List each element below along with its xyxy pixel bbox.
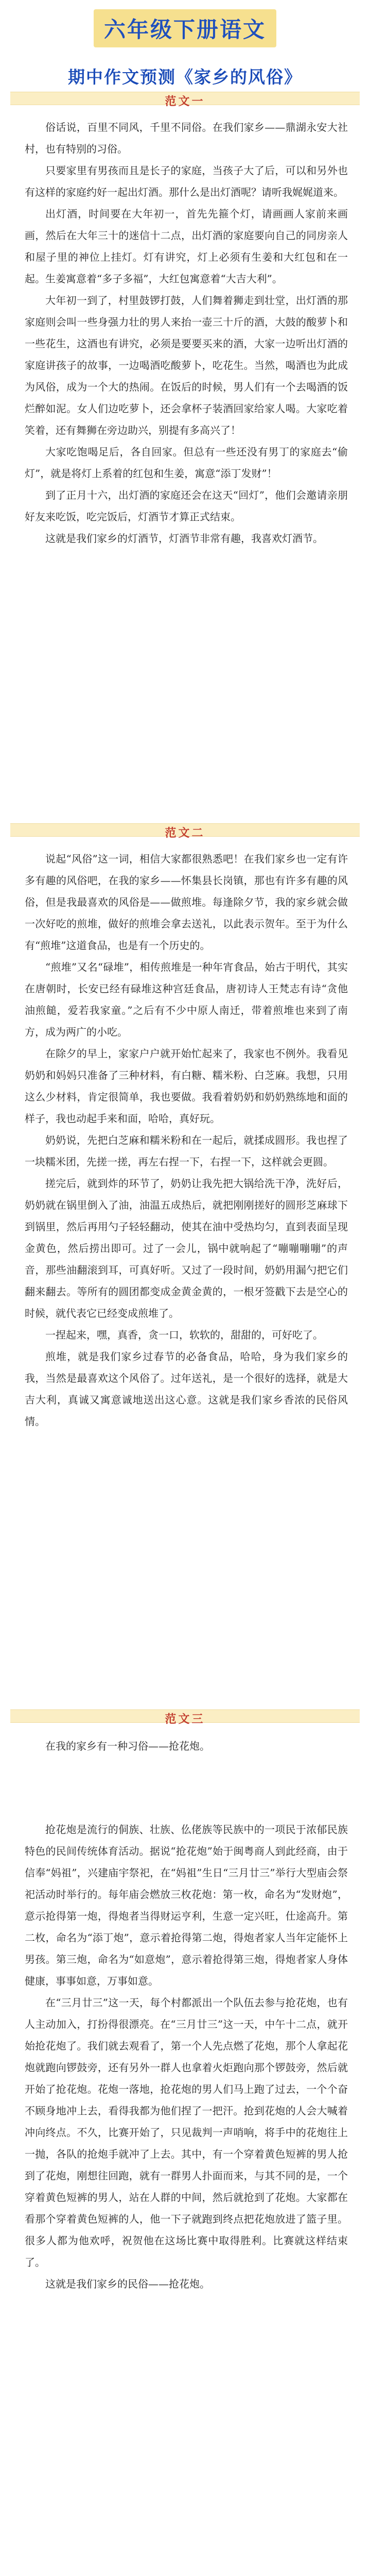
paragraph: 在我的家乡有一种习俗——抢花炮。 [45,1740,210,1752]
paragraph: 俗话说，百里不同风，千里不同俗。在我们家乡——鼎湖永安大社村，也有特别的习俗。 [25,121,348,155]
grade-title: 六年级下册语文 [103,17,266,42]
paragraph: 说起“风俗”这一词，相信大家都很熟悉吧！在我们家乡也一定有许多有趣的风俗吧，在我的家乡——怀集县长岗镇，那也有许多有趣的风俗，但是我最喜欢的风俗是——做煎堆。每逢除夕节，我的家乡就会做一次好吃的煎堆，做好的煎堆会拿去送礼，以此表示贺年。至于为什么有“煎堆”这道食品，也是有一个历史的。 [25,853,348,952]
paragraph: 一捏起来，嘿，真香，贪一口，软软的，甜甜的，可好吃了。 [45,1329,323,1341]
paragraph: 只要家里有男孩而且是长子的家庭，当孩子大了后，可以和另外也有这样的家庭约好一起出灯酒。那什么是出灯酒呢？请听我娓娓道来。 [25,164,348,198]
essay-1 [25,116,348,549]
paragraph: 到了正月十六，出灯酒的家庭还会在这天“回灯”，他们会邀请亲朋好友来吃饭，吃完饭后，灯酒节才算正式结束。 [25,489,348,523]
spacer [25,1757,348,1819]
section-band-3 [10,1709,360,1726]
paragraph: 大家吃饱喝足后，各自回家。但总有一些还没有男丁的家庭去“偷灯”，就是将灯上系着的红包和生姜，寓意“添丁发财”！ [25,446,348,480]
essay-3 [25,1735,348,2295]
paragraph: 大年初一到了，村里鼓锣打鼓，人们舞着狮走到壮堂，出灯酒的那家庭则会叫一些身强力壮的男人来抬一壶三十斤的酒，大鼓的酸萝卜和一些花生，这酒也有讲究，必须是要要买来的酒，大家一边听出灯酒的家庭讲孩子的故事，一边喝酒吃酸萝卜，吃花生。当然，喝酒也为此成为风俗，成为一个大的热闹。在饭后的时候，男人们有一个去喝酒的饭烂醉如泥。女人们边吃萝卜，还会拿杯子装酒回家给家人喝。大家吃着笑着，还有舞狮在旁边助兴，别提有多高兴了！ [25,294,348,436]
topic-title: 期中作文预测《家乡的风俗》 [68,67,302,87]
paragraph: 在除夕的早上，家家户户就开始忙起来了，我家也不例外。我看见奶奶和妈妈只准备了三种材料，有白糖、糯米粉、白芝麻。我想，只用这么少材料，肯定很简单，我也要做。我看着奶奶和奶奶熟练地和面的样子，我也动起手来和面，哈哈，真好玩。 [25,1047,348,1125]
paragraph: “煎堆”又名“碌堆”，相传煎堆是一种年宵食品，始古于明代，其实在唐朝时，长安已经有碌堆这种宫廷食品，唐初诗人王梵志有诗“贪他油煎䭔，爱若我家童。”之后有不少中原人南迁，带着煎堆也来到了南方，成为两广的小吃。 [25,961,348,1038]
paragraph: 出灯酒，时间要在大年初一，首先先箍个灯，请画画人家前来画画，然后在大年三十的迷信十二点，出灯酒的家庭要向自己的同房亲人和屋子里的神位上挂灯。灯有讲究，灯上必须有生姜和大红包和在一起。生姜寓意着“多子多福”，大红包寓意着“大吉大利”。 [25,208,348,285]
paragraph: 搓完后，就到炸的环节了，奶奶让我先把大锅给洗干净，洗好后，奶奶就在锅里倒入了油，油温五成热后，就把刚刚搓好的圆形芝麻球下到锅里，然后再用勺子轻轻翻动，使其在油中受热均匀，直到表面呈现金黄色，然后捞出即可。过了一会儿，锅中就响起了“嘣嘣嘣嘣”的声音，那些油翻滚到耳，可真好听。又过了一段时间，奶奶用漏勺把它们翻来翻去。等所有的圆团都变成金黄金黄的，一根牙签戳下去是空心的时候，就代表它已经变成煎堆了。 [25,1177,348,1319]
section-band-1 [10,92,360,108]
paragraph: 抢花炮是流行的侗族、壮族、仫佬族等民族中的一项民于浓郁民族特色的民间传统体育活动。据说“抢花炮”始于闽粤商人到此经商，由于信奉“妈祖”，兴建庙宇祭祀，在“妈祖”生日“三月廿三”举行大型庙会祭祀活动时举行的。每年庙会燃放三枚花炮：第一枚，命名为“发财炮”，意示抢得第一炮，得炮者当得财运亨利，生意一定兴旺，仕途高升。第二枚，命名为“添丁炮”，意示着抢得第二炮，得炮者家人当年定能怀上男孩。第三炮，命名为“如意炮”，意示着抢得第三炮，得炮者家人身体健康，事事如意，万事如意。 [25,1823,348,1987]
section-band-2 [10,823,360,840]
paragraph: 在“三月廿三”这一天，每个村都派出一个队伍去参与抢花炮，也有人主动加入，打扮得很漂亮。在“三月廿三”这一天，中午十二点，就开始抢花炮了。我们就去观看了，第一个人先点燃了花炮，那个人拿起花炮就跑向锣鼓旁，还有另外一群人也拿着火炬跑向那个锣鼓旁，然后就开始了抢花炮。花炮一落地，抢花炮的男人们马上跑了过去，一个个奋不顾身地冲上去，看得我都为他们捏了一把汗。抢到花炮的人会大喊着冲向终点。不久，比赛开始了，只见裁判一声哨响，将手中的花炮往上一抛，各队的抢炮手就冲了上去。其中，有一个穿着黄色短裤的男人抢到了花炮，刚想往回跑，就有一群男人扑面而来，与其不同的是，一个穿着黄色短裤的男人，站在人群的中间，然后就抢到了花炮。大家都在看那个穿着黄色短裤的人，他一下子就跑到终点把花炮放进了篮子里。很多人都为他欢呼，祝贺他在这场比赛中取得胜利。比赛就这样结束了。 [25,1996,348,2268]
paragraph: 这就是我们家乡的灯酒节，灯酒节非常有趣，我喜欢灯酒节。 [45,532,323,545]
grade-banner [94,9,276,47]
paragraph: 这就是我们家乡的民俗——抢花炮。 [45,2278,210,2290]
paragraph: 煎堆，就是我们家乡过春节的必备食品，哈哈，身为我们家乡的我，当然是最喜欢这个风俗了。过年送礼，是一个很好的选择，就是大吉大利，真诚又寓意诚地送出这心意。这就是我们家乡香浓的民俗风情。 [25,1350,348,1428]
section-label: 范文一 [165,95,205,108]
essay-2 [25,848,348,1432]
paragraph: 奶奶说，先把白芝麻和糯米粉和在一起后，就揉成圆形。我也捏了一块糯米团，先搓一搓，再左右捏一下，右捏一下，这样就会更圆。 [25,1134,348,1168]
section-label: 范文二 [165,827,205,840]
section-label: 范文三 [165,1713,205,1726]
